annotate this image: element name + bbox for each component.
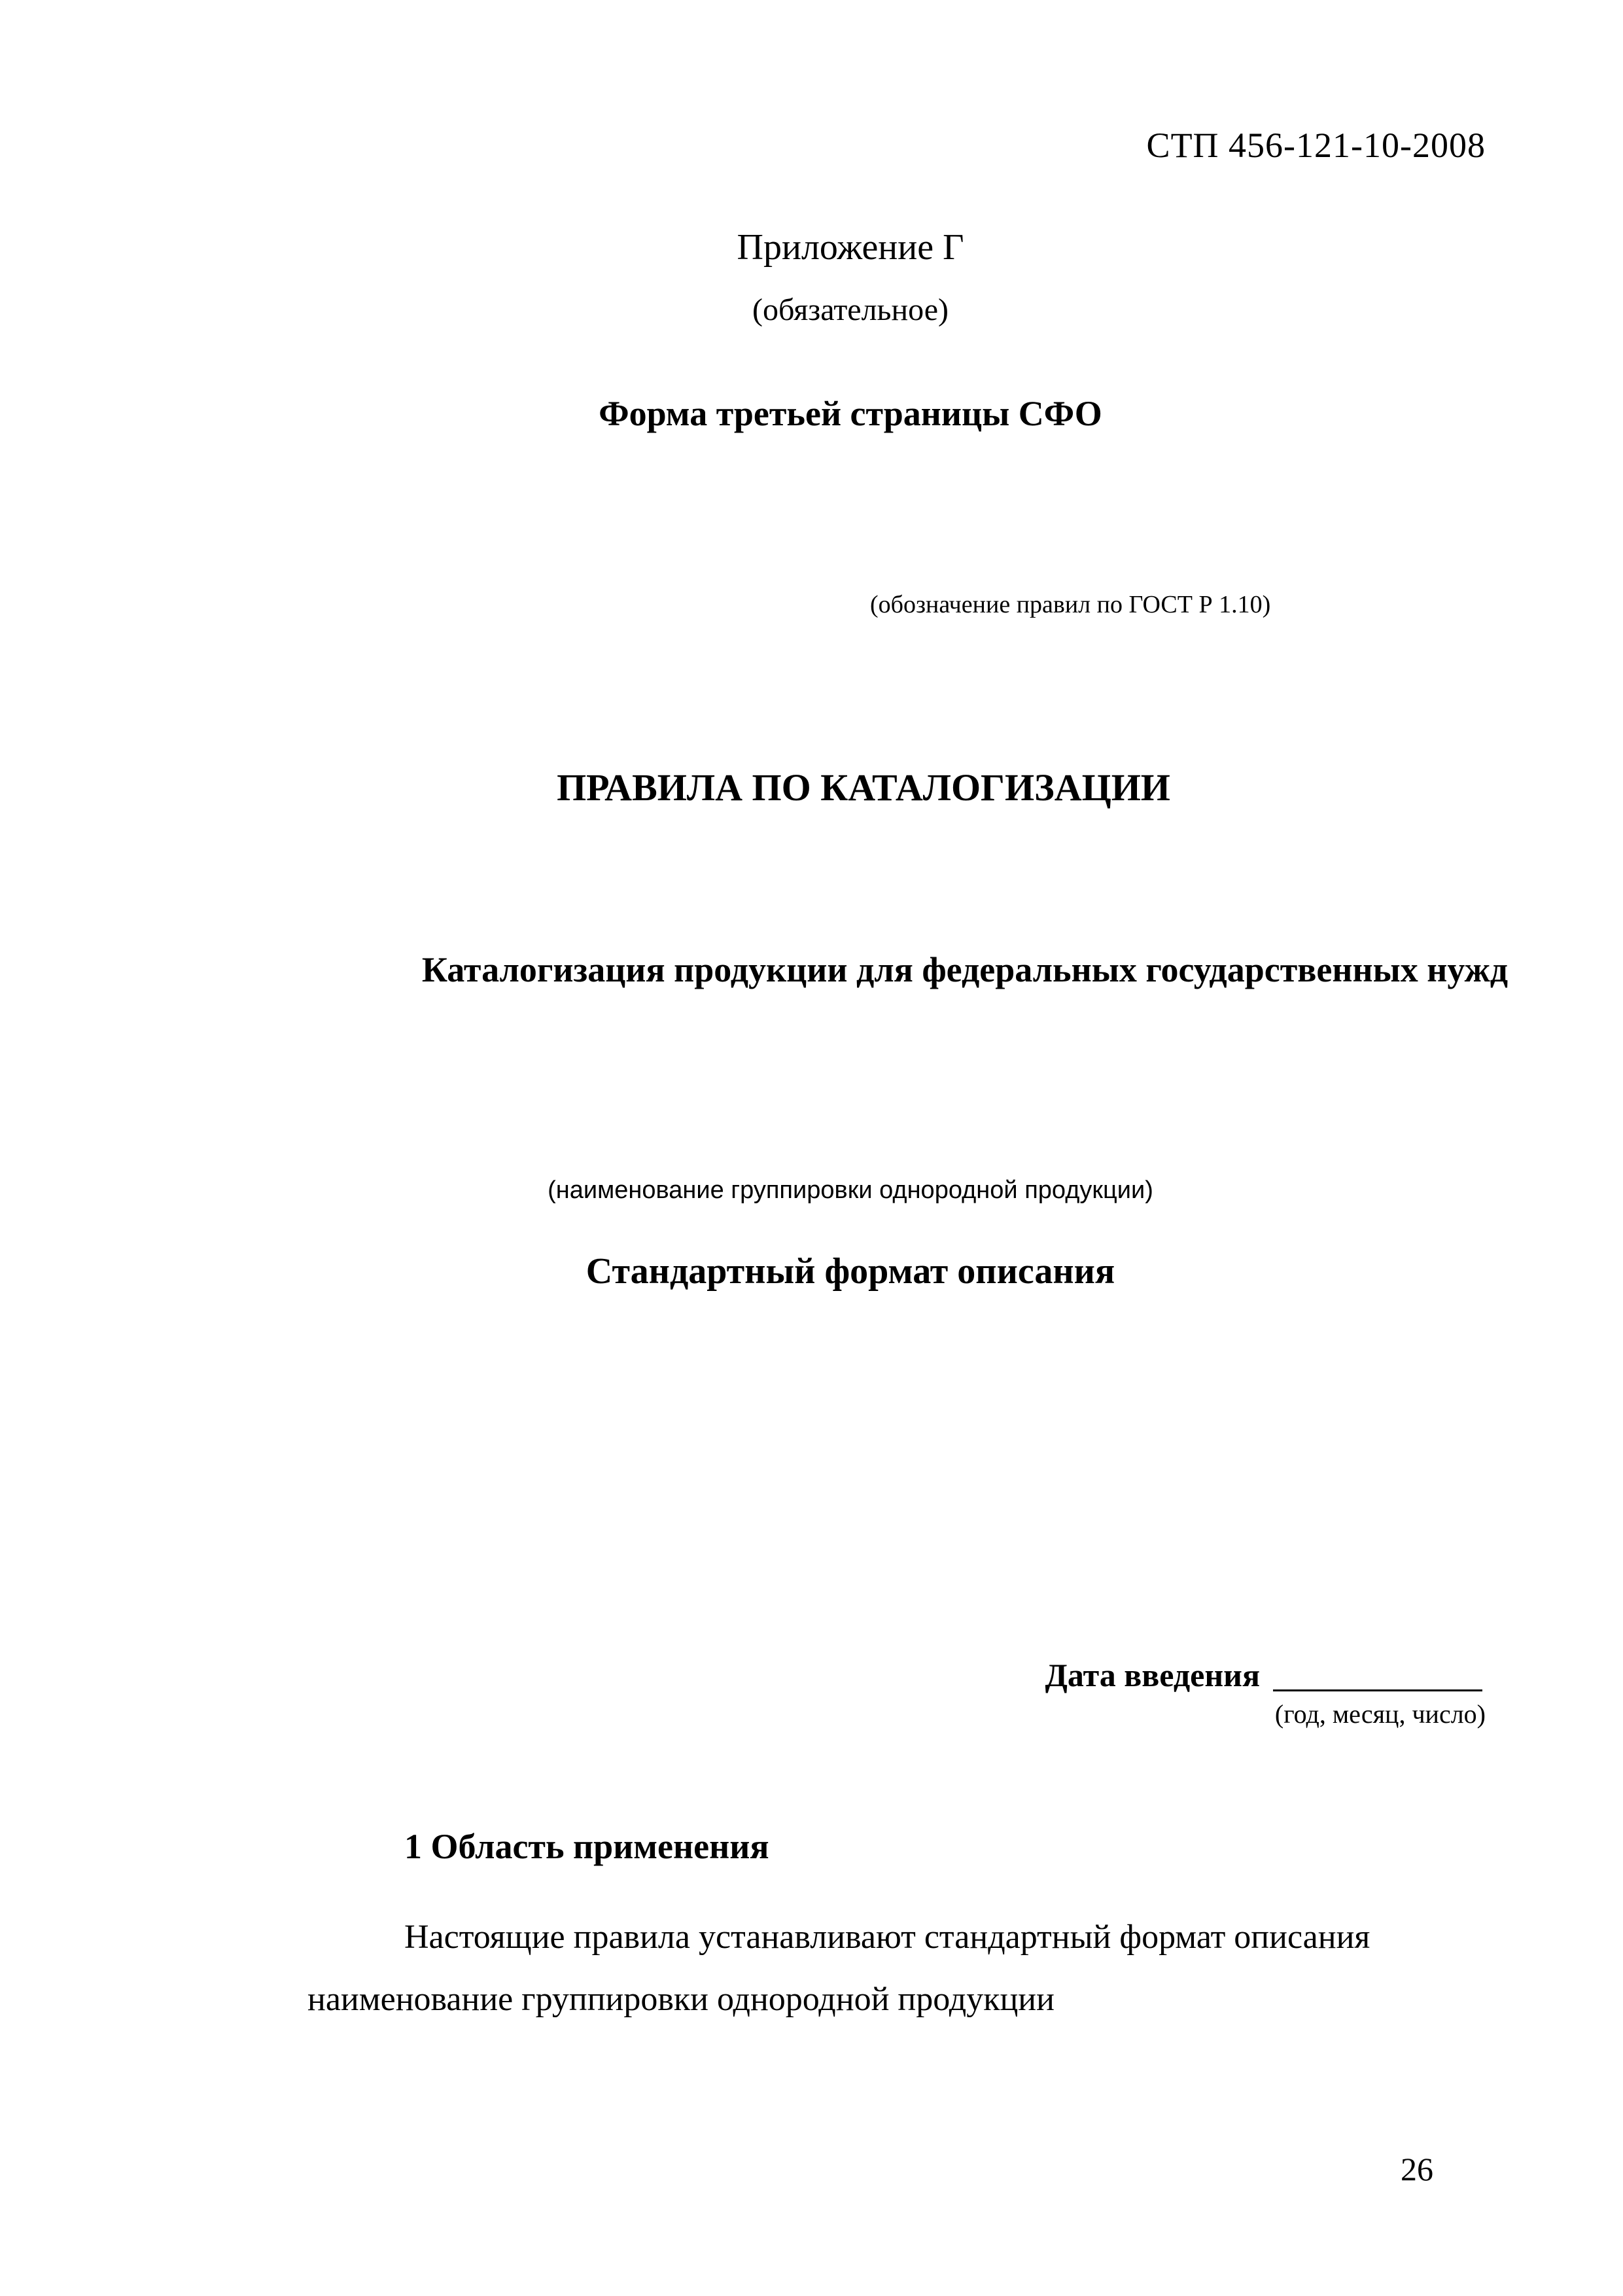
group-note: (наименование группировки однородной продукции) bbox=[548, 1176, 1153, 1204]
page-number: 26 bbox=[1401, 2151, 1433, 2187]
introduction-date-field[interactable] bbox=[1273, 1661, 1482, 1691]
appendix-status: (обязательное) bbox=[752, 292, 949, 327]
format-title: Стандартный формат описания bbox=[585, 1251, 1115, 1292]
form-title: Форма третьей страницы СФО bbox=[599, 394, 1102, 433]
subject-title: Каталогизация продукции для федеральных государственных нужд bbox=[421, 950, 1509, 989]
document-code: СТП 456-121-10-2008 bbox=[1146, 126, 1486, 165]
section-body-line-2: наименование группировки однородной продукции bbox=[307, 1981, 1055, 2018]
section-body-line-1: Настоящие правила устанавливают стандартный формат описания bbox=[404, 1918, 1370, 1956]
introduction-date-label: Дата введения bbox=[1045, 1657, 1260, 1693]
appendix-title: Приложение Г bbox=[737, 227, 964, 268]
rules-title: ПРАВИЛА ПО КАТАЛОГИЗАЦИИ bbox=[557, 766, 1170, 809]
designation-note: (обозначение правил по ГОСТ Р 1.10) bbox=[870, 591, 1271, 618]
introduction-date-row bbox=[1045, 1659, 1482, 1691]
section-heading: 1 Область применения bbox=[404, 1827, 769, 1866]
introduction-date-hint: (год, месяц, число) bbox=[1274, 1699, 1486, 1729]
